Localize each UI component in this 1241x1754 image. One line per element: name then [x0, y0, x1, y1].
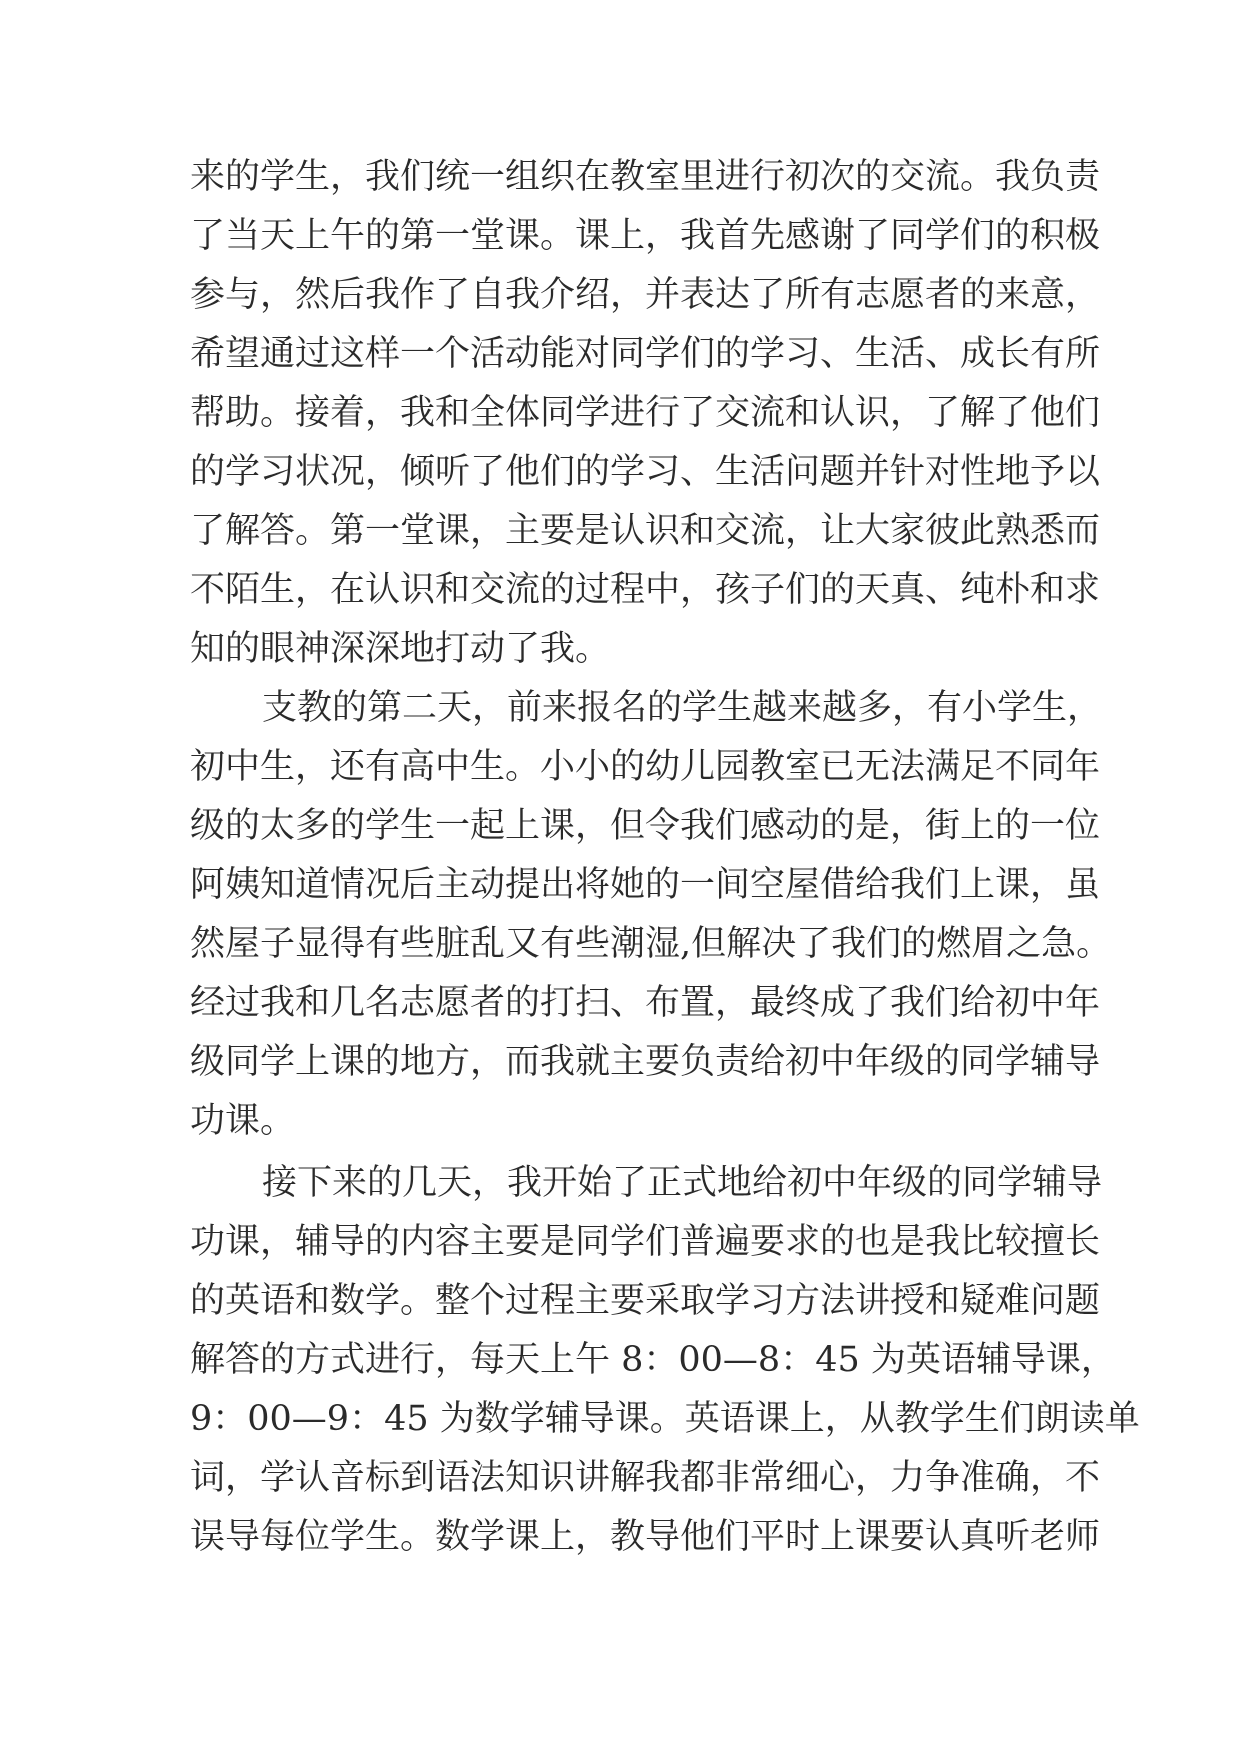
paragraph-3: [190, 1154, 1140, 1567]
text-line: 了解答。第一堂课，主要是认识和交流，让大家彼此熟悉而: [190, 511, 1101, 551]
text-line: 初中生，还有高中生。小小的幼儿园教室已无法满足不同年: [190, 747, 1101, 787]
text-line: 9：00—9：45 为数学辅导课。英语课上，从教学生们朗读单: [190, 1399, 1140, 1439]
text-line: 希望通过这样一个活动能对同学们的学习、生活、成长有所: [190, 334, 1101, 374]
text-line: 不陌生，在认识和交流的过程中，孩子们的天真、纯朴和求: [190, 570, 1101, 610]
body-text: [190, 148, 1140, 1567]
text-line: 然屋子显得有些脏乱又有些潮湿,但解决了我们的燃眉之急。: [190, 924, 1112, 964]
text-line: 来的学生，我们统一组织在教室里进行初次的交流。我负责: [190, 157, 1101, 197]
text-line: 知的眼神深深地打动了我。: [190, 629, 611, 669]
text-line: 级同学上课的地方，而我就主要负责给初中年级的同学辅导: [190, 1042, 1101, 1082]
paragraph-1: [190, 148, 1101, 679]
text-line: 帮助。接着，我和全体同学进行了交流和认识，了解了他们: [190, 393, 1101, 433]
text-line: 的学习状况，倾听了他们的学习、生活问题并针对性地予以: [190, 452, 1101, 492]
text-line: 经过我和几名志愿者的打扫、布置，最终成了我们给初中年: [190, 983, 1101, 1023]
text-line: 词，学认音标到语法知识讲解我都非常细心，力争准确，不: [190, 1458, 1101, 1498]
paragraph-2: [190, 679, 1112, 1151]
text-line: 接下来的几天，我开始了正式地给初中年级的同学辅导: [262, 1163, 1103, 1203]
text-line: 支教的第二天，前来报名的学生越来越多，有小学生，: [262, 688, 1103, 728]
text-line: 功课，辅导的内容主要是同学们普遍要求的也是我比较擅长: [190, 1222, 1101, 1262]
text-line: 的英语和数学。整个过程主要采取学习方法讲授和疑难问题: [190, 1281, 1101, 1321]
text-line: 阿姨知道情况后主动提出将她的一间空屋借给我们上课，虽: [190, 865, 1101, 905]
text-line: 了当天上午的第一堂课。课上，我首先感谢了同学们的积极: [190, 216, 1101, 256]
text-line: 级的太多的学生一起上课，但令我们感动的是，街上的一位: [190, 806, 1101, 846]
text-line: 误导每位学生。数学课上，教导他们平时上课要认真听老师: [190, 1517, 1101, 1557]
text-line: 解答的方式进行，每天上午 8：00—8：45 为英语辅导课，: [190, 1340, 1116, 1380]
text-line: 功课。: [190, 1101, 296, 1141]
text-line: 参与，然后我作了自我介绍，并表达了所有志愿者的来意，: [190, 275, 1101, 315]
